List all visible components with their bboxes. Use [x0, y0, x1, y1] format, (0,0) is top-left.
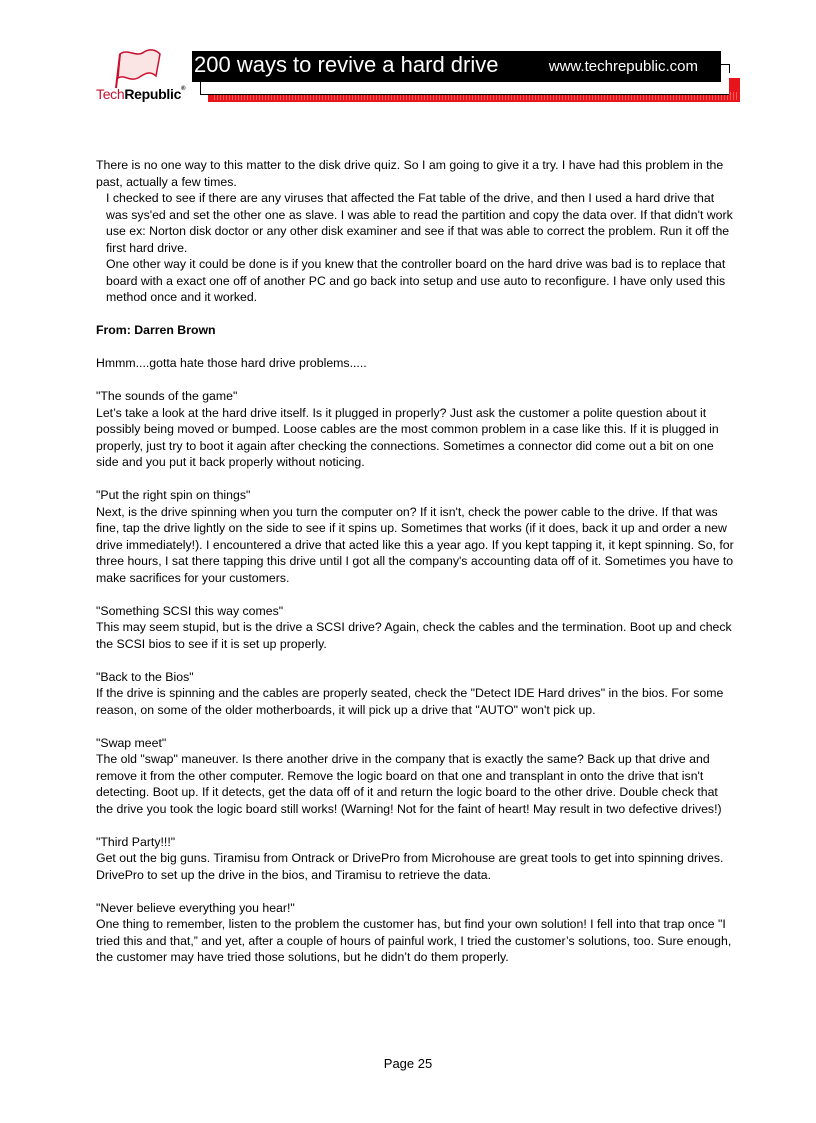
page-number: Page 25 [383, 1056, 433, 1071]
section-heading: "Back to the Bios" [96, 669, 194, 684]
section-heading: "The sounds of the game" [96, 389, 238, 403]
section-text: Next, is the drive spinning when you turn the computer on? If it isn't, check the power cable to the drive. If that was fine, tap the drive lightly on the side to see if it spins up. Sometimes that works (if it does, back it up and order a new drive immediately!). I encountered a drive that acted like this a year ago. If you kept tapping it, it kept spinning. So, for three hours, I sat there tapping this drive until I got all the company's accounting data off of it. Sometimes you have to make sacrifices for your customers. [96, 504, 734, 585]
techrepublic-logo [96, 48, 186, 108]
section-text: If the drive is spinning and the cables are properly seated, check the "Detect IDE Hard drives" in the bios. For some reason, on some of the older motherboards, it will pick up a drive that "AUTO" won't pick up. [96, 686, 724, 717]
document-title: 200 ways to revive a hard drive [194, 52, 499, 77]
section-text: Let’s take a look at the hard drive itself. Is it plugged in properly? Just ask the customer a polite question about it possibly being moved or bumped. Loose cables are the most common problem in a case like this. If it is plugged in properly, just try to boot it again after checking the connections. Sometimes a connector did come out a bit on one side and you put it back properly without noticing. [96, 405, 719, 469]
author-line: From: Darren Brown [96, 323, 216, 337]
section-text: Get out the big guns. Tiramisu from Ontrack or DrivePro from Microhouse are great tools to get into spinning drives. DrivePro to set up the drive in the bios, and Tiramisu to retrieve the data. [96, 851, 724, 882]
section-heading: "Something SCSI this way comes" [96, 603, 284, 618]
title-bar [192, 51, 721, 82]
section-text: One thing to remember, listen to the problem the customer has, but find your own solution! I fell into that trap once "I tried this and that,” and yet, after a couple of hours of painful work, I tried the customer’s solutions, too. Sure enough, the customer may have tried those solutions, but he didn’t do them properly. [96, 917, 732, 964]
article-body [96, 157, 736, 966]
site-url: www.techrepublic.com [548, 58, 698, 75]
indented-paragraph: One other way it could be done is if you knew that the controller board on the hard drive was bad is to replace that board with a exact one off of another PC and go back into setup and use auto to reconfigure. I have only used this method once and it worked. [106, 257, 726, 304]
section-heading: "Put the right spin on things" [96, 488, 251, 502]
intro-paragraph: There is no one way to this matter to the disk drive quiz. So I am going to give it a try. I have had this problem in the past, actually a few times. [96, 158, 724, 189]
logo-wordmark: TechRepublic® [96, 86, 186, 102]
indented-paragraph: I checked to see if there are any viruses that affected the Fat table of the drive, and then I used a hard drive that was sys'ed and set the other one as slave. I was able to read the partition and copy the data over. If that didn't work use ex: Norton disk doctor or any other disk examiner and see if that was able to correct the problem. Run it off the first hard drive. [106, 191, 733, 255]
section-heading: "Swap meet" [96, 735, 167, 750]
header-frame-corner [720, 64, 730, 73]
section-text: The old "swap" maneuver. Is there another drive in the company that is exactly the same? Back up that drive and remove it from the other computer. Remove the logic board on that one and transplant in onto the drive that isn't detecting. Boot up. If it detects, get the data off of it and return the logic board to the other drive. Double check that the drive you took the logic board still works! (Warning! Not for the faint of heart! May result in two defective drives!) [96, 752, 722, 816]
section-heading: "Never believe everything you hear!" [96, 900, 295, 915]
page-header [0, 0, 816, 110]
section-heading: "Third Party!!!" [96, 834, 176, 849]
section-text: This may seem stupid, but is the drive a SCSI drive? Again, check the cables and the termination. Boot up and check the SCSI bios to see if it is set up properly. [96, 620, 732, 651]
paragraph: Hmmm....gotta hate those hard drive problems..... [96, 356, 367, 370]
